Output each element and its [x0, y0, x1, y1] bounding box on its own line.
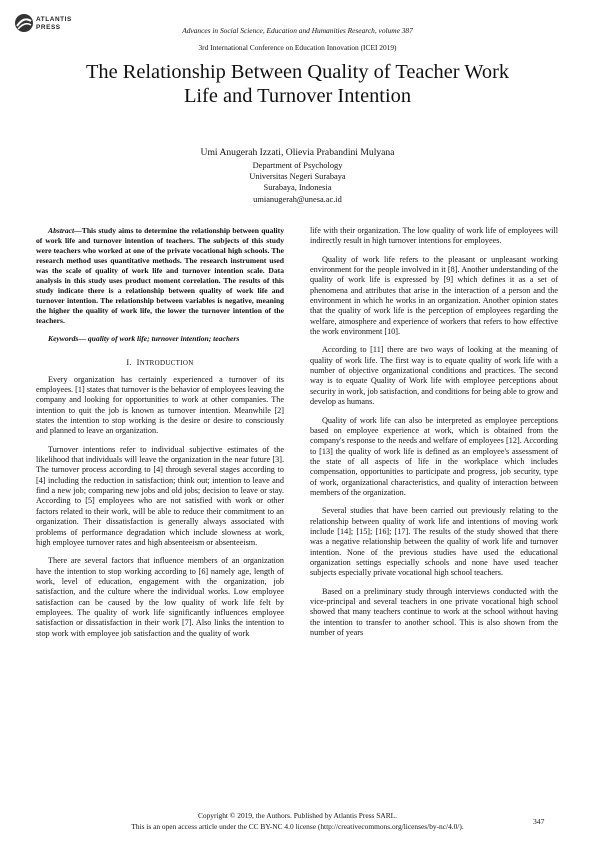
section-title-rest: NTRODUCTION [139, 359, 194, 368]
series-header: Advances in Social Science, Education and Humanities Research, volume 387 [182, 26, 413, 35]
paragraph: Quality of work life can also be interpreted as employee perceptions based on employee experience at work, which is obtained from the company's response to the needs and welfare of employees [12]. According to [13] the quality of work life is defined as an employee's assessment of the state of all aspects of life in the workplace which includes compensation, opportunities to participate and progress, job security, type of work, organizational characteristics, and quality of interaction between members of the organization. [310, 415, 558, 497]
abstract-text: This study aims to determine the relationship between quality of work life and turnover intention of teachers. The subjects of this study were teachers who worked at one of the private vocational high schools. The research method uses quantitative methods. The research instrument used was the scale of quality of work life and turnover intention scale. Data analysis in this study uses product moment correlation. The results of this study indicate there is a relationship between quality of work life and turnover intention. The relationship between variables is negative, meaning the higher the quality of work life, the lower the turnover intention of the teachers. [36, 226, 284, 325]
paragraph: According to [11] there are two ways of looking at the meaning of quality of work life. The first way is to equate quality of work life with a number of objective organizational conditions and practices. The second way is to equate Quality of Work life with employee perceptions about security in work, job satisfaction, and conditions for being able to grow and develop as humans. [310, 345, 558, 407]
left-column [36, 226, 284, 639]
right-column [310, 226, 558, 638]
paragraph: Quality of work life refers to the pleasant or unpleasant working environment for the people involved in it [8]. Another understanding of the quality of work life is expressed by [9] which defines it as a set of phenomena and attributes that arise in the interaction of a person and the environment in which he works in an organization. Another opinion states that the quality of work life is the perception of employees regarding the welfare, atmosphere and experience of workers that refers to how effective the work environment [10]. [310, 254, 558, 337]
section-heading [36, 358, 284, 368]
keywords-label: Keywords [48, 334, 79, 343]
logo-text-line1: ATLANTIS [36, 16, 72, 23]
keywords: Keywords— quality of work life; turnover intention; teachers [48, 334, 240, 343]
paragraph: Every organization has certainly experienced a turnover of its employees. [1] states that turnover is the behavior of employees leaving the company and looking for opportunities to work at other companies. The intention to quit the job is known as turnover intention. Meanwhile [2] states the intention to stop working is the desire or desire to consciously and planned to leave an organization. [36, 374, 284, 436]
conference-header: 3rd International Conference on Education Innovation (ICEI 2019) [198, 43, 397, 52]
page-number: 347 [533, 817, 545, 826]
keywords-text: quality of work life; turnover intention; teachers [87, 334, 240, 343]
abstract-label: Abstract [48, 226, 75, 235]
authors: Umi Anugerah Izzati, Olievia Prabandini Mulyana [200, 147, 395, 158]
title-line-2: Life and Turnover Intention [183, 85, 412, 107]
paragraph: life with their organization. The low quality of work life of employees will indirectly result in high turnover intentions for employees. [310, 226, 558, 246]
affiliation-univ: Universitas Negeri Surabaya [249, 172, 346, 182]
paragraph: There are several factors that influence members of an organization have the intention to stop working according to [6] namely age, length of work, level of education, engagement with the organization, job satisfaction, and the culture where the individual works. Low employee satisfaction can be caused by the low quality of work life felt by employees. The quality of work life significantly influences employee satisfaction or dissatisfaction in their work [7]. Also links the intention to stop work with employee job satisfaction and the quality of work [36, 556, 284, 638]
footer-copyright: Copyright © 2019, the Authors. Published by Atlantis Press SARL. [197, 811, 397, 820]
affiliation [0, 160, 595, 205]
affiliation-city: Surabaya, Indonesia [263, 183, 332, 193]
footer-license: This is an open access article under the CC BY-NC 4.0 license (http://creativecommons.org/licenses/by-nc/4.0/). [131, 822, 464, 831]
affiliation-dept: Department of Psychology [252, 161, 343, 170]
paragraph: Turnover intentions refer to individual subjective estimates of the likelihood that individuals will leave the organization in the near future [3]. The turnover process according to [4] through several stages according to [4] including the reduction in satisfaction; think out; intention to leave and find a new job; comparing new jobs and old jobs; decision to leave or stay. According to [5] employees who are not satisfied with work or other factors related to their work, will be able to reduce their commitment to an organization. Their dissatisfaction is generally always associated with problems of performance degradation which include slowness at work, high employee turnover rates and high absenteeism or absenteeism. [36, 444, 284, 547]
paper-title [40, 60, 555, 108]
title-line-1: The Relationship Between Quality of Teacher Work [85, 61, 510, 83]
logo-text-line2: PRESS [36, 24, 61, 31]
section-number: I. [126, 358, 132, 368]
section-title-initial: I [136, 358, 140, 368]
affiliation-email: umianugerah@unesa.ac.id [253, 194, 342, 204]
paragraph: Based on a preliminary study through interviews conducted with the vice-principal and several teachers in one private vocational high school showed that many teachers continue to work at the school without having the intention to transfer to another school. This is also shown from the number of years [310, 586, 558, 638]
abstract: Abstract—This study aims to determine the relationship between quality of work life and turnover intention of teachers. The subjects of this study were teachers who worked at one of the private vocational high schools. The research method uses quantitative methods. The research instrument used was the scale of quality of work life and turnover intention scale. Data analysis in this study uses product moment correlation. The results of this study indicate there is a relationship between quality of work life and turnover intention. The relationship between variables is negative, meaning the higher the quality of work life, the lower the turnover intention of the teachers. [36, 226, 284, 325]
paragraph: Several studies that have been carried out previously relating to the relationship between quality of work life and intentions of moving work include [14]; [15]; [16]; [17]. The results of the study showed that there was a negative relationship between the quality of work life and turnover intention. None of the previous studies have used the educational organization settings especially schools and none have used teacher subjects especially private vocational high school teachers. [310, 506, 558, 578]
